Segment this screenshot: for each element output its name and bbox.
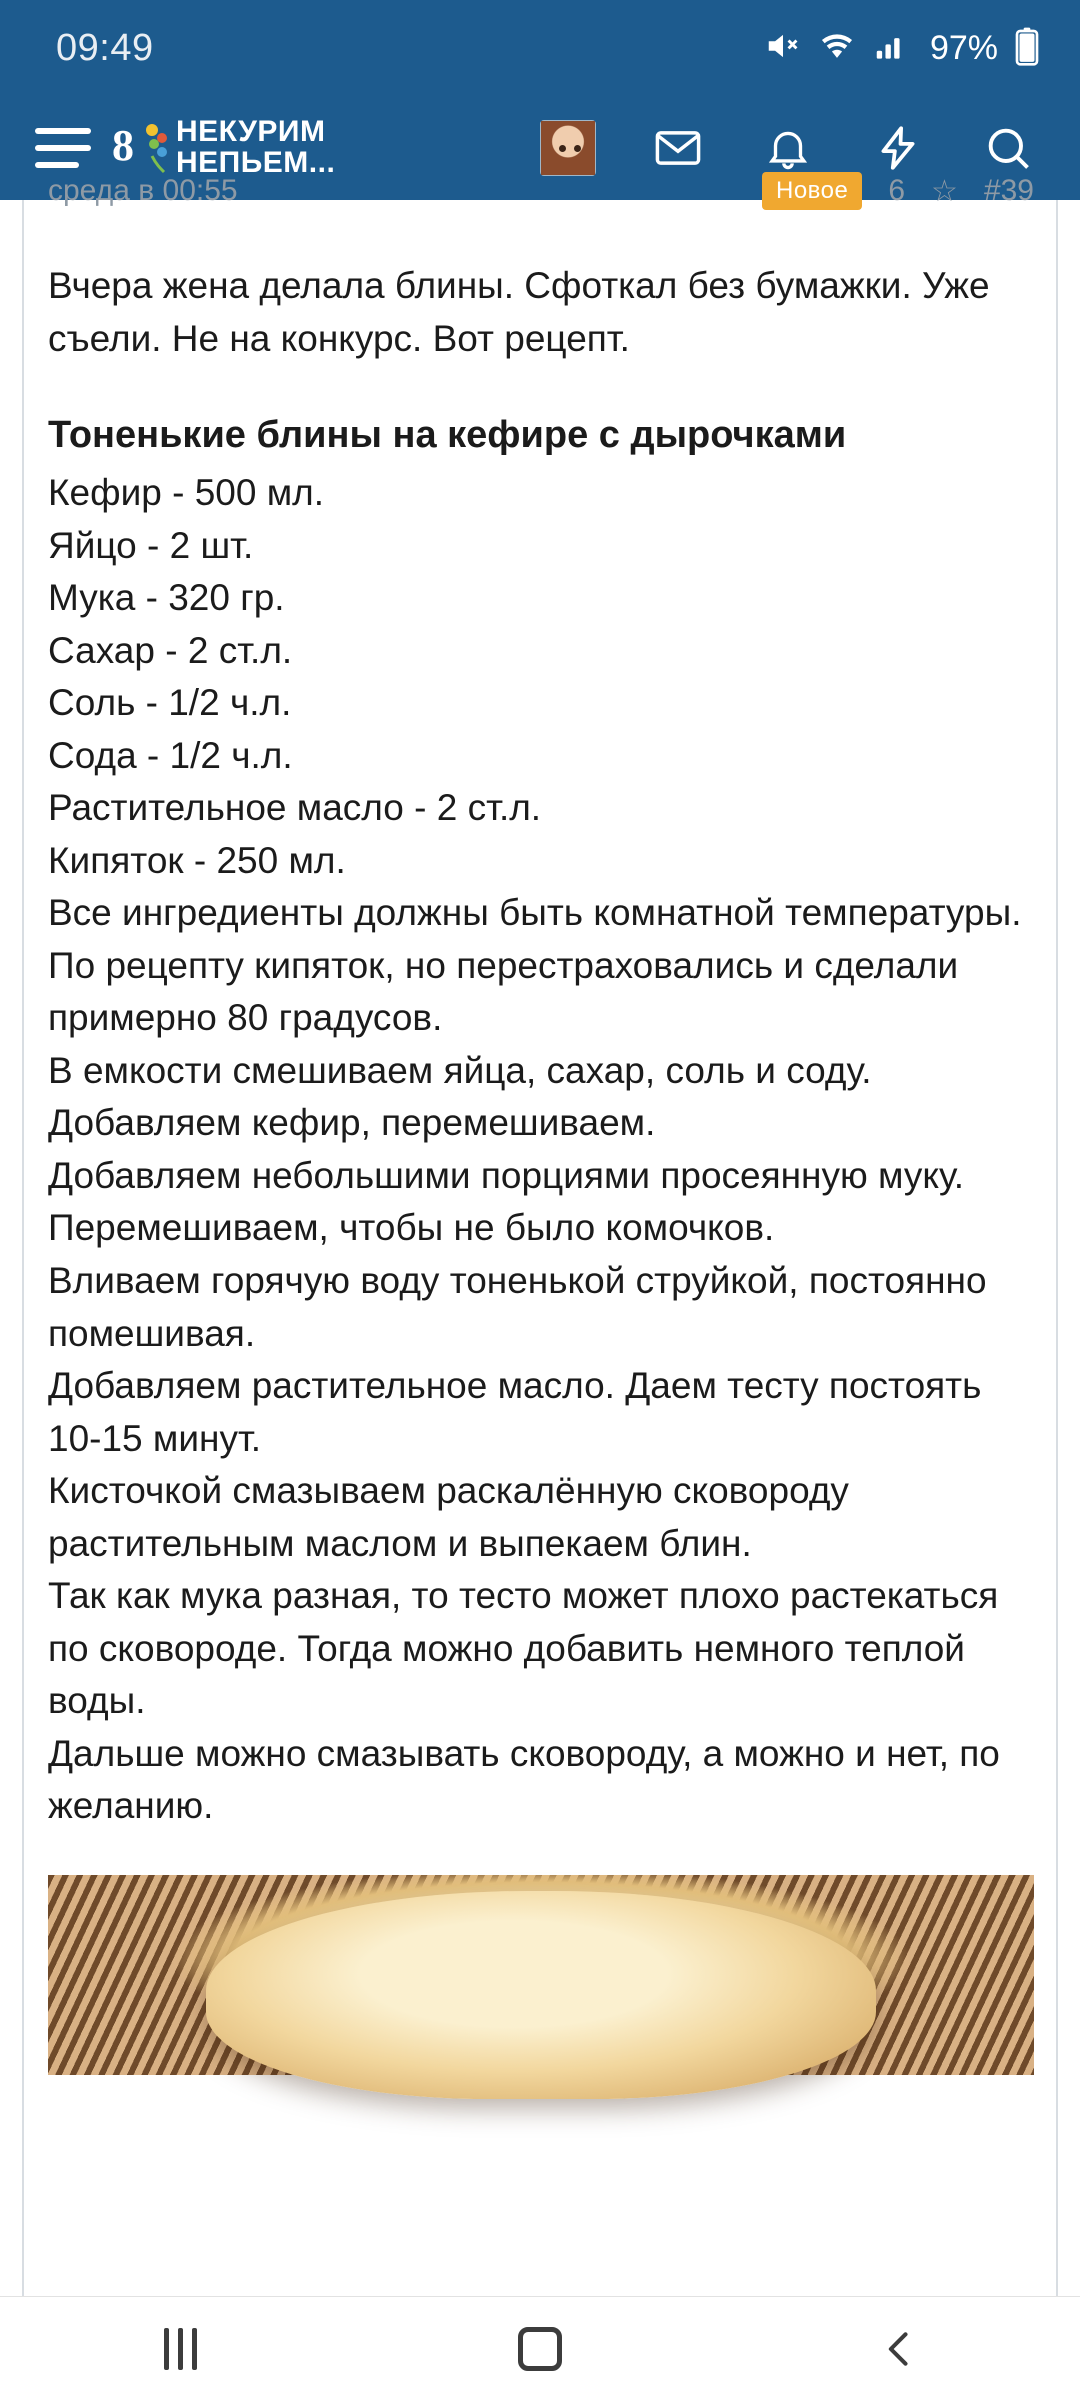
post-content-area[interactable] (0, 174, 1080, 2296)
status-clock: 09:49 (56, 26, 154, 69)
recents-icon[interactable] (110, 2297, 250, 2401)
post-scroll-container[interactable] (0, 174, 1080, 2296)
site-title (176, 117, 335, 178)
home-icon[interactable] (470, 2297, 610, 2401)
ingredient-line: Мука - 320 гр. (48, 577, 285, 619)
battery-percent: 97% (929, 28, 998, 67)
post-meta-row (48, 172, 1034, 210)
system-nav-bar (0, 2296, 1080, 2400)
ingredient-line: Яйцо - 2 шт. (48, 524, 254, 566)
post-body (0, 226, 1080, 1833)
post-intro: Вчера жена делала блины. Сфоткал без бумажки. Уже съели. Не на конкурс. Вот рецепт. (48, 265, 1000, 359)
hamburger-menu-icon[interactable] (26, 116, 100, 180)
step-line: Дальше можно смазывать сковороду, а можно и нет, по желанию. (48, 1732, 1011, 1827)
avatar-eye-right (574, 145, 581, 152)
signal-icon (872, 27, 910, 70)
mute-icon (764, 27, 802, 70)
avatar-image (541, 121, 595, 175)
post-date: среда в 00:55 (48, 174, 238, 207)
step-line: Добавляем растительное масло. Даем тесту постоять 10-15 минут. (48, 1365, 992, 1459)
mail-icon[interactable] (650, 120, 706, 176)
ingredient-line: Кефир - 500 мл. (48, 472, 325, 514)
avatar-eye-left (559, 145, 566, 152)
step-line: Вливаем горячую воду тоненькой струйкой, постоянно помешивая. (48, 1259, 997, 1354)
post-photo[interactable] (48, 1875, 1034, 2075)
ingredient-note: По рецепту кипяток, но перестраховались и сделали примерно 80 градусов. (48, 944, 969, 1039)
step-line: В емкости смешиваем яйца, сахар, соль и соду. (48, 1049, 872, 1091)
step-line: Кисточкой смазываем раскалённую сковороду растительным маслом и выпекаем блин. (48, 1470, 860, 1564)
bell-icon[interactable] (760, 120, 816, 176)
avatar[interactable] (540, 120, 596, 176)
battery-icon (1014, 26, 1040, 71)
app-bar-actions (540, 120, 1036, 176)
ingredient-line: Кипяток - 250 мл. (48, 839, 346, 881)
bookmark-icon[interactable]: ☆ (931, 174, 958, 208)
svg-text:8: 8 (112, 121, 134, 170)
status-bar (0, 0, 1080, 96)
step-line: Так как мука разная, то тесто может плохо растекаться по сковороде. Тогда можно добавить немного теплой воды. (48, 1575, 1009, 1722)
site-logo[interactable] (112, 116, 335, 180)
ingredient-line: Растительное масло - 2 ст.л. (48, 787, 542, 829)
wifi-icon (818, 27, 856, 70)
brand-line-1: НЕКУРИМ (176, 115, 326, 149)
logo-mark-icon (112, 116, 168, 180)
recents-glyph (164, 2328, 197, 2370)
lightning-icon[interactable] (870, 120, 926, 176)
post-meta-actions (762, 172, 1034, 210)
post-number: #39 (983, 174, 1034, 207)
back-icon[interactable] (830, 2297, 970, 2401)
post-meta (48, 174, 1034, 226)
like-count[interactable]: 6 (888, 174, 906, 207)
recipe-title: Тоненькие блины на кефире с дырочками (48, 414, 847, 457)
status-indicators (764, 26, 1040, 71)
status-badge: Новое (762, 172, 862, 210)
ingredient-line: Соль - 1/2 ч.л. (48, 682, 292, 724)
pancake-photo (48, 1875, 1034, 2075)
ingredient-line: Сахар - 2 ст.л. (48, 629, 293, 671)
brand-line-2: НЕПЬЕМ... (176, 146, 336, 179)
step-line: Добавляем небольшими порциями просеянную муку. Перемешиваем, чтобы не было комочков. (48, 1154, 975, 1249)
ingredient-line: Сода - 1/2 ч.л. (48, 734, 293, 776)
step-line: Добавляем кефир, перемешиваем. (48, 1102, 656, 1144)
search-icon[interactable] (980, 120, 1036, 176)
ingredient-note: Все ингредиенты должны быть комнатной температуры. (48, 892, 1022, 934)
home-glyph (518, 2327, 562, 2371)
